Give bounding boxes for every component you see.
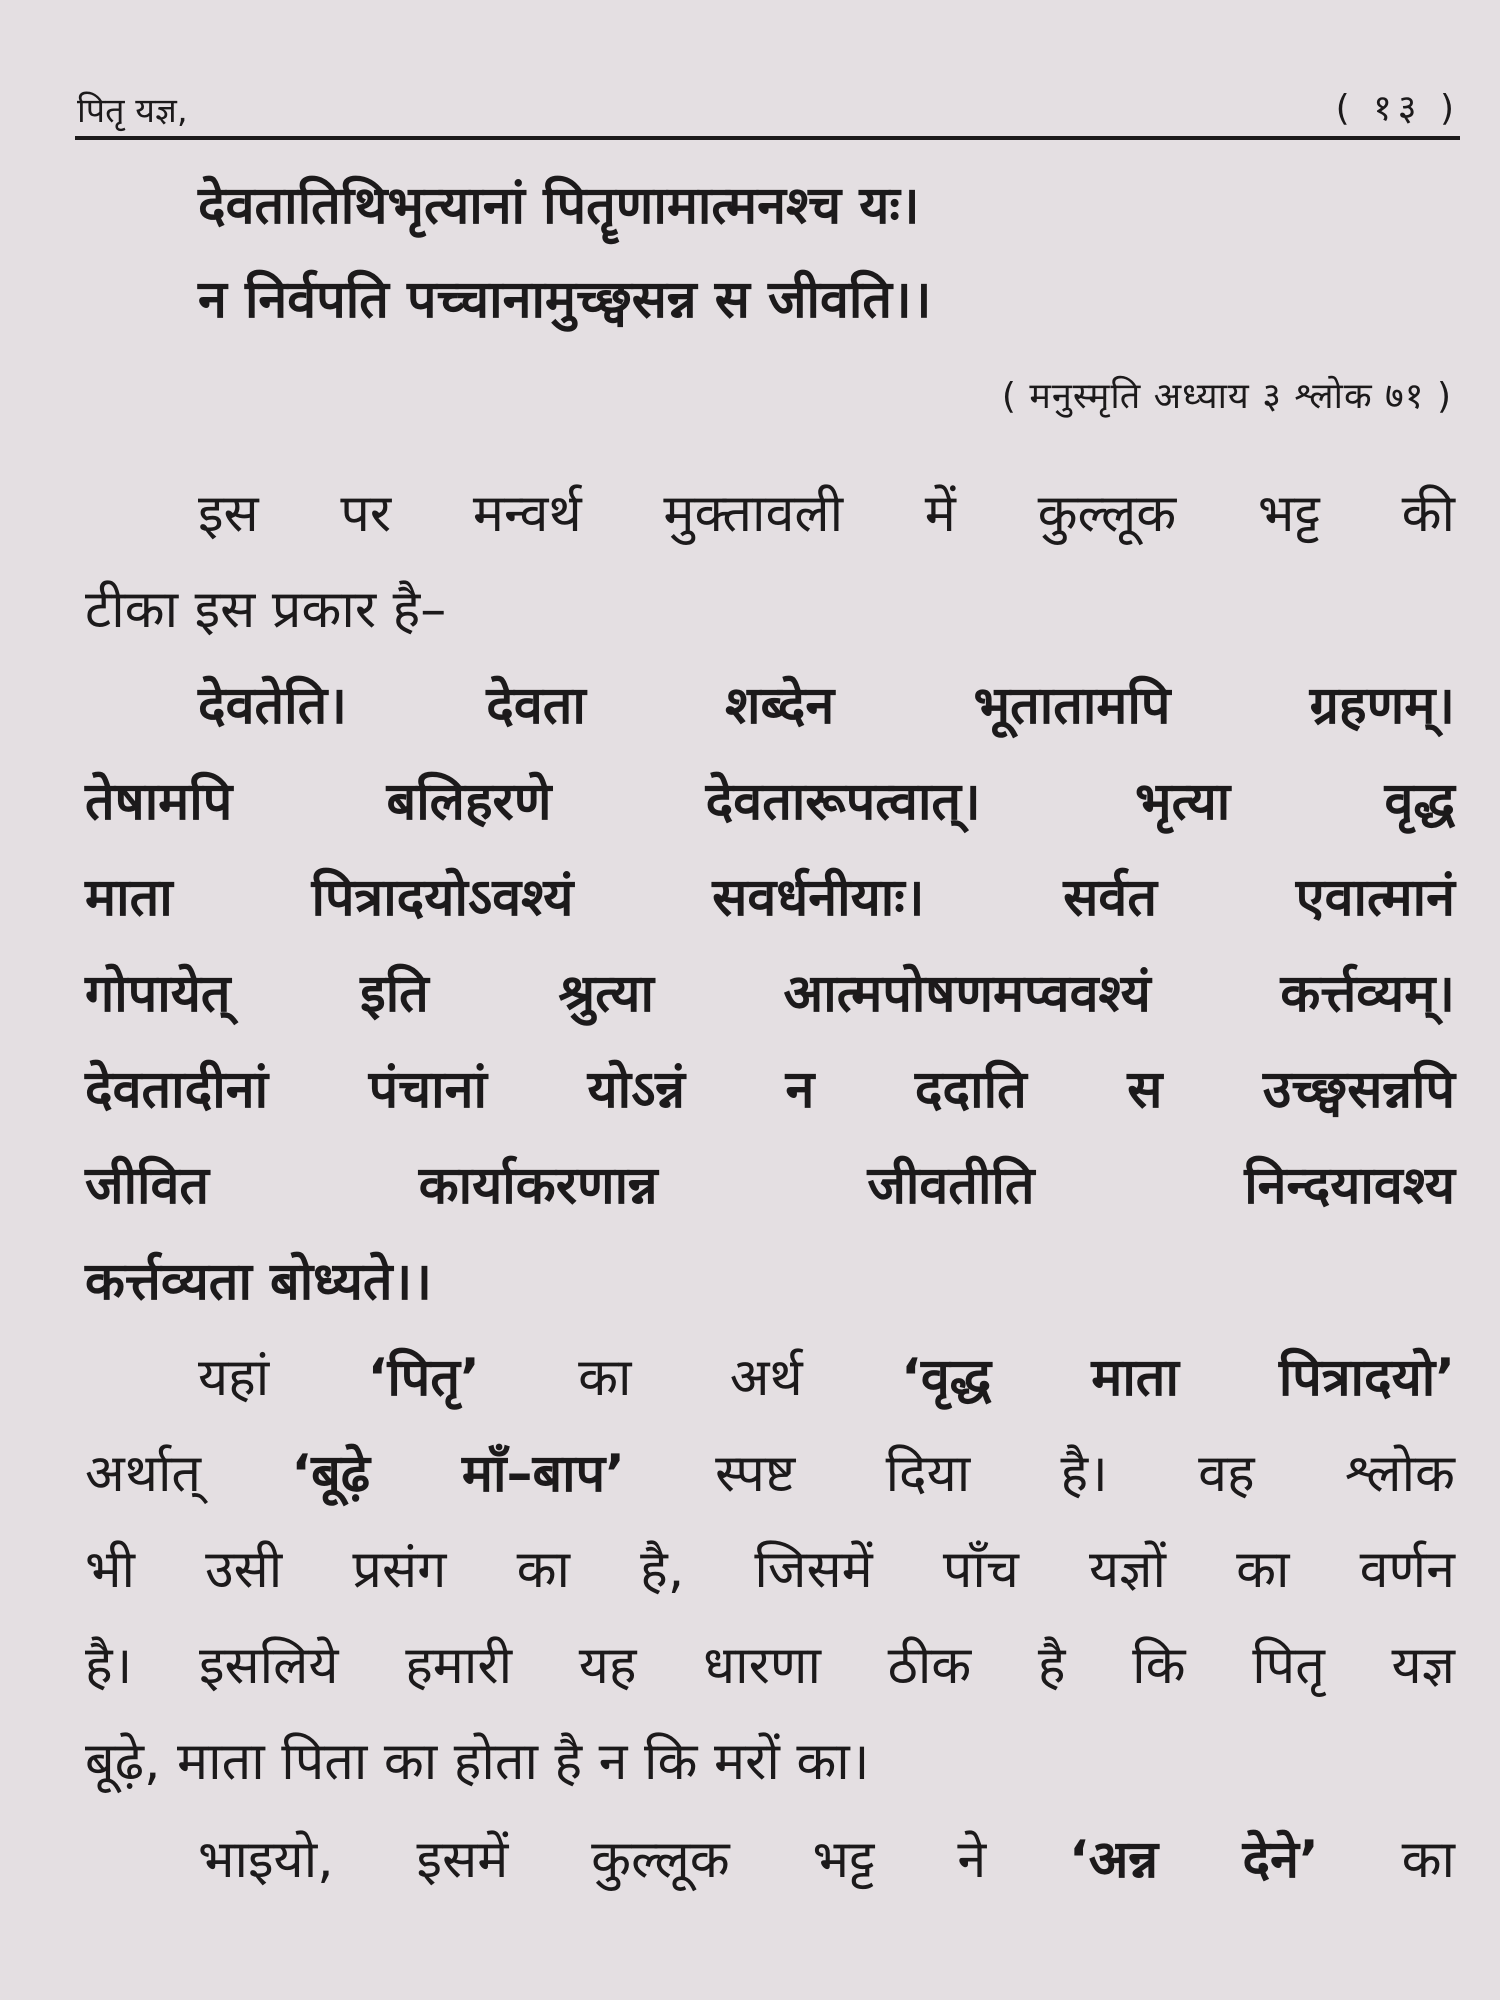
intro-line-2: टीका इस प्रकार है– <box>85 580 447 640</box>
para2-l1-b: का अर्थ <box>479 1348 902 1408</box>
commentary-line-2: तेषामपि बलिहरणे देवतारूपत्वात्। भृत्या वृद्ध <box>85 772 1455 832</box>
header-rule <box>75 136 1460 140</box>
commentary-line-1: देवतेति। देवता शब्देन भूतातामपि ग्रहणम्। <box>198 676 1455 736</box>
quote-anna: ‘अन्न देने’ <box>1069 1830 1319 1890</box>
para3-b: का <box>1318 1830 1455 1890</box>
commentary-line-7: कर्त्तव्यता बोध्यते।। <box>85 1252 432 1312</box>
quote-pitri: ‘पितृ’ <box>367 1348 480 1408</box>
para2-l2-b: स्पष्ट दिया है। वह श्लोक <box>624 1444 1455 1504</box>
verse-line-1: देवतातिथिभृत्यानां पितॄणामात्मनश्च यः। <box>198 176 920 236</box>
commentary-line-4: गोपायेत् इति श्रुत्या आत्मपोषणमप्ववश्यं कर्त्तव्यम्। <box>85 964 1455 1024</box>
para2-line-1 <box>198 1340 1455 1411</box>
para2-line-4: है। इसलिये हमारी यह धारणा ठीक है कि पितृ यज्ञ <box>85 1636 1455 1696</box>
verse-line-2: न निर्वपति पच्चानामुच्छ्वसन्न स जीवति।। <box>198 270 932 330</box>
running-title: पितृ यज्ञ, <box>77 91 188 131</box>
commentary-line-6: जीवित कार्याकरणान्न जीवतीति निन्दयावश्य <box>85 1156 1455 1216</box>
para2-line-5: बूढ़े, माता पिता का होता है न कि मरों का। <box>85 1732 870 1792</box>
para2-line-3: भी उसी प्रसंग का है, जिसमें पाँच यज्ञों का वर्णन <box>85 1540 1455 1600</box>
para3-line-1 <box>198 1822 1455 1893</box>
page-number: ( १३ ) <box>1335 88 1460 129</box>
verse-citation: ( मनुस्मृति अध्याय ३ श्लोक ७१ ) <box>1001 376 1452 417</box>
quote-budhe: ‘बूढ़े माँ–बाप’ <box>291 1444 625 1504</box>
commentary-line-5: देवतादीनां पंचानां योऽन्नं न ददाति स उच्छ्वसन्नपि <box>85 1060 1455 1120</box>
para3-a: भाइयो, इसमें कुल्लूक भट्ट ने <box>198 1830 1070 1890</box>
para2-l2-a: अर्थात् <box>85 1444 292 1504</box>
page-header <box>75 80 1460 132</box>
intro-line-1: इस पर मन्वर्थ मुक्तावली में कुल्लूक भट्ट की <box>198 484 1455 544</box>
quote-vriddha: ‘वृद्ध माता पित्रादयो’ <box>901 1348 1455 1408</box>
para2-l1-a: यहां <box>198 1348 368 1408</box>
para2-line-2 <box>85 1436 1455 1507</box>
commentary-line-3: माता पित्रादयोऽवश्यं सवर्धनीयाः। सर्वत एवात्मानं <box>85 868 1455 928</box>
